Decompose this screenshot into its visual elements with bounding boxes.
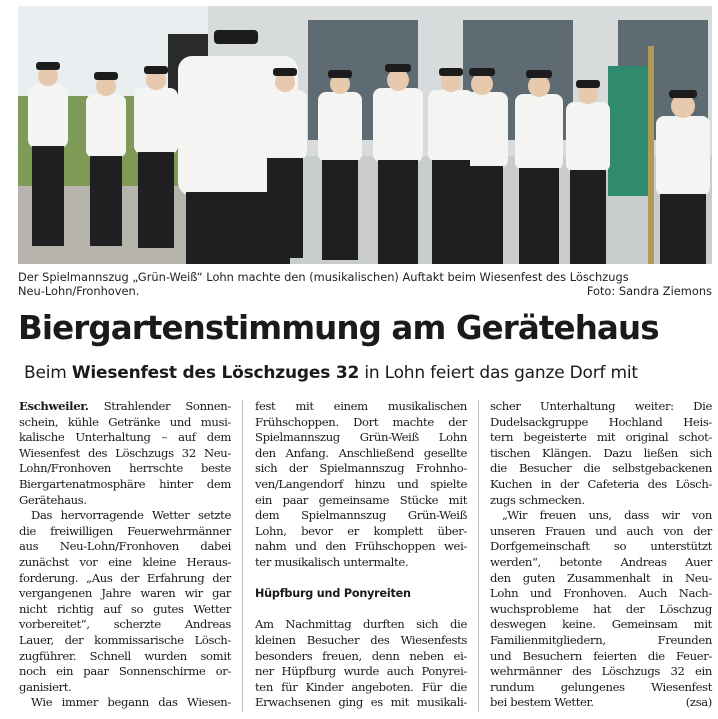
text-line: den Anfang. Anschließend gesellte [255,445,467,460]
text-line: Wie immer begann das Wiesen- [31,695,231,710]
text-line: Frühschoppen. Dort machte der [255,414,467,429]
dateline: Eschweiler. [19,399,89,413]
column-divider [478,400,479,712]
caption-line-1: Der Spielmannszug „Grün-Weiß“ Lohn machte den (musikalischen) Auftakt beim Wiesenfest des Löschzugs [18,270,629,284]
subline-bold: Wiesenfest des Löschzuges 32 [71,363,360,383]
text-line [19,399,231,415]
text-line: Dorfgemeinschaft so unterstützt [490,539,712,554]
headline: Biergartenstimmung am Gerätehaus [18,309,659,347]
text-line: und Besuchern feierten die Feuer- [490,648,712,663]
text-line: sich der Spielmannszug Frohnho- [255,461,467,476]
text-line: ter musikalisch untermalte. [255,554,409,569]
text-line: kalische Unterhaltung – auf dem [19,430,231,445]
photo-credit: Foto: Sandra Ziemons [586,284,712,298]
text-line: tischen Klängen. Dazu ließen sich [490,445,712,460]
band-photo [18,6,712,264]
text-line: Gerätehaus. [19,492,87,507]
text-line: wehrmänner des Löschzugs 32 ein [490,664,712,679]
text-line: Kuchen in der Cafeteria des Lösch- [490,476,712,491]
text-line: ven/Langendorf hinzu und spielte [255,476,467,491]
text-line: kleinen Besucher des Wiesenfests [255,632,467,647]
subline-post: in Lohn feiert das ganze Dorf mit [359,363,638,383]
article-column-1 [19,399,231,711]
text-line: Lauer, der kommissarische Lösch- [19,632,231,647]
text-line: schein, kühle Getränke und musi- [19,414,231,429]
text-line: die freiwilligen Feuerwehrmänner [19,523,231,538]
text-line: Familienmitgliedern, Freunden [490,632,712,647]
text-line: aus Neu-Lohn/Fronhoven dabei [19,539,231,554]
text-line: noch ein paar Sonnenschirme or- [19,664,231,679]
text-line [490,695,712,711]
subline [24,361,718,385]
text-line: Erwachsenen ging es mit musikali- [255,695,467,710]
text-line-part: bei bestem Wetter. [490,695,594,710]
text-line-part: Strahlender Sonnen- [88,399,231,413]
text-line: nicht richtig auf so gutes Wetter [19,601,231,616]
text-line: rundum gelungenes Wiesenfest [490,679,712,694]
text-line: wuchsprobleme hat der Löschzug [490,601,712,616]
text-line: Biergartenatmosphäre hinter dem [19,476,231,491]
text-line: Wiesenfest des Löschzugs 32 Neu- [19,445,231,460]
text-line: Spielmannszug Grün-Weiß Lohn [255,430,467,445]
photo-caption [18,270,712,298]
subheading: Hüpfburg und Ponyreiten [255,587,411,601]
text-line: zugs schmecken. [490,492,585,507]
text-line: fest mit einem musikalischen [255,399,467,413]
article-column-3 [490,399,712,711]
text-line: Dudelsackgruppe Hochland Heis- [490,414,712,429]
text-line: tern begeisterte mit original schot- [490,430,712,445]
text-line: die Besucher die selbstgebackenen [490,461,712,476]
text-line: deswegen keine. Gemeinsam mit [490,617,712,632]
text-line: dem Spielmannszug Grün-Weiß [255,508,467,523]
author-signature: (zsa) [685,695,712,710]
text-line: zugführer. Schnell wurden somit [19,648,231,663]
article-column-2 [255,399,467,711]
text-line: scher Unterhaltung weiter: Die [490,399,712,413]
column-divider [242,400,243,712]
text-line: werden“, betonte Andreas Auer [490,554,712,569]
text-line: vergangenen Jahre waren wir gar [19,586,231,601]
subline-pre: Beim [24,363,72,383]
text-line: Lohn, bevor er komplett über- [255,523,467,538]
text-line: zunächst vor eine kleine Heraus- [19,554,231,569]
text-line: forderung. „Aus der Erfahrung der [19,570,231,585]
text-line: vorbereitet“, scherzte Andreas [19,617,231,632]
text-line: Am Nachmittag durften sich die [255,617,467,632]
text-line: den guten Zusammenhalt in Neu- [490,570,712,585]
text-line: besonders freuen, denn neben ei- [255,648,467,663]
text-line: ganisiert. [19,679,72,694]
caption-line-2: Neu-Lohn/Fronhoven. [18,284,140,298]
text-line: unseren Frauen und auch von der [490,523,712,538]
text-line: ner Hüpfburg wurde auch Ponyrei- [255,664,467,679]
text-line: ein paar gemeinsame Stücke mit [255,492,467,507]
band-photo-icon [18,6,712,264]
text-line: Lohn/Fronhoven herrschte beste [19,461,231,476]
text-line: Das hervorragende Wetter setzte [31,508,231,523]
text-line: nahm und den Frühschoppen wei- [255,539,467,554]
text-line: ten für Kinder angeboten. Für die [255,679,467,694]
text-line: Lohn und Fronhoven. Auch Nach- [490,586,712,601]
text-line: „Wir freuen uns, dass wir von [502,508,712,523]
